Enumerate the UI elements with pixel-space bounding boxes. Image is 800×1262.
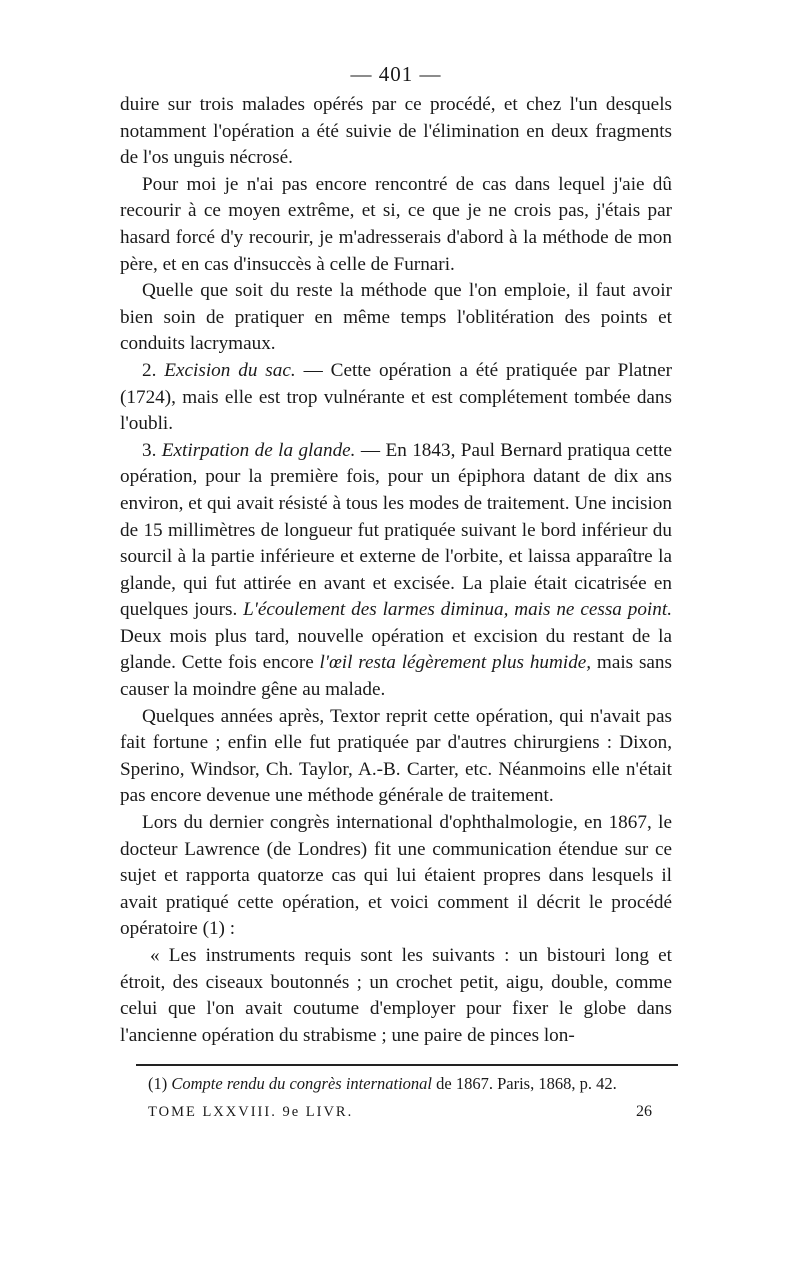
text-run: 3. [142, 439, 162, 461]
italic-text: Extirpation de la glande. [161, 439, 356, 461]
italic-text: L'écoulement des larmes diminua, mais ne cessa point. [243, 599, 672, 621]
page-number: — 401 — [350, 62, 442, 86]
paragraph [120, 438, 672, 704]
text-run: Quelques années après, Textor reprit cette opération, qui n'avait pas fait fortune ; enfin elle fut pratiquée par d'autres chirurgiens : Dixon, Sperino, Windsor, Ch. Taylor, A.-B. Carter, etc. Néanmoins elle n'était pas encore devenue une méthode générale de traitement. [120, 705, 672, 807]
text-run: — En 1843, Paul Bernard pratiqua cette opération, pour la première fois, pour un épiphora datant de dix ans environ, et qui avait résisté à tous les modes de traitement. Une incision de 15 millimètres de longueur fut pratiquée suivant le bord inférieur du sourcil à la partie inférieure et externe de l'orbite, et laissa apparaître la glande, qui fut attirée en avant et excisée. La plaie était cicatrisée en quelques jours. [120, 439, 672, 621]
footnote-title: Compte rendu du congrès international [171, 1074, 432, 1093]
paragraph [120, 278, 672, 358]
text-run: « Les instruments requis sont les suivants : un bistouri long et étroit, des ciseaux boutonnés ; un crochet petit, aigu, double, comme celui que l'on avait coutume d'employer pour fixer le globe dans l'ancienne opération du strabisme ; une paire de pinces lon- [120, 945, 672, 1046]
signature-volume: TOME LXXVIII. 9e LIVR. [148, 1104, 354, 1120]
footnote [148, 1073, 668, 1095]
paragraph [120, 704, 672, 810]
italic-text: Excision du sac. [164, 359, 296, 381]
footnote-divider [136, 1064, 678, 1066]
text-run: 2. [142, 359, 165, 381]
paragraph [120, 92, 672, 172]
paragraph [120, 358, 672, 438]
paragraph [120, 943, 672, 1049]
text-run: duire sur trois malades opérés par ce procédé, et chez l'un desquels notamment l'opération a été suivie de l'élimination en deux fragments de l'os unguis nécrosé. [120, 94, 672, 169]
signature-number: 26 [636, 1103, 652, 1120]
text-run: Quelle que soit du reste la méthode que l'on emploie, il faut avoir bien soin de pratiquer en même temps l'oblitération des points et conduits lacrymaux. [120, 280, 672, 355]
footnote-marker: (1) [148, 1074, 168, 1093]
main-text [120, 92, 672, 1049]
paragraph [120, 810, 672, 943]
text-run: Pour moi je n'ai pas encore rencontré de cas dans lequel j'aie dû recourir à ce moyen extrême, et si, ce que je ne crois pas, j'étais par hasard forcé d'y recourir, je m'adresserais d'abord à la méthode de mon père, et en cas d'insuccès à celle de Furnari. [120, 173, 672, 275]
italic-text: l'œil resta légèrement plus humide, [319, 652, 592, 674]
text-run: mais sans causer la moindre gêne au malade. [120, 652, 672, 701]
text-run: Lors du dernier congrès international d'ophthalmologie, en 1867, le docteur Lawrence (de Londres) fit une communication étendue sur ce sujet et rapporta quatorze cas qui lui étaient propres dans lesquels il avait pratiqué cette opération, et voici comment il décrit le procédé opératoire (1) : [120, 812, 672, 940]
page-body [120, 58, 672, 1049]
text-run: Deux mois plus tard, nouvelle opération et excision du restant de la glande. Cette fois encore [120, 625, 672, 674]
printer-signature [148, 1100, 658, 1124]
text-run: — Cette opération a été pratiquée par Platner (1724), mais elle est trop vulnérante et est complétement tombée dans l'oubli. [120, 359, 673, 435]
footnote-reference: de 1867. Paris, 1868, p. 42. [432, 1074, 617, 1093]
paragraph [120, 172, 672, 278]
